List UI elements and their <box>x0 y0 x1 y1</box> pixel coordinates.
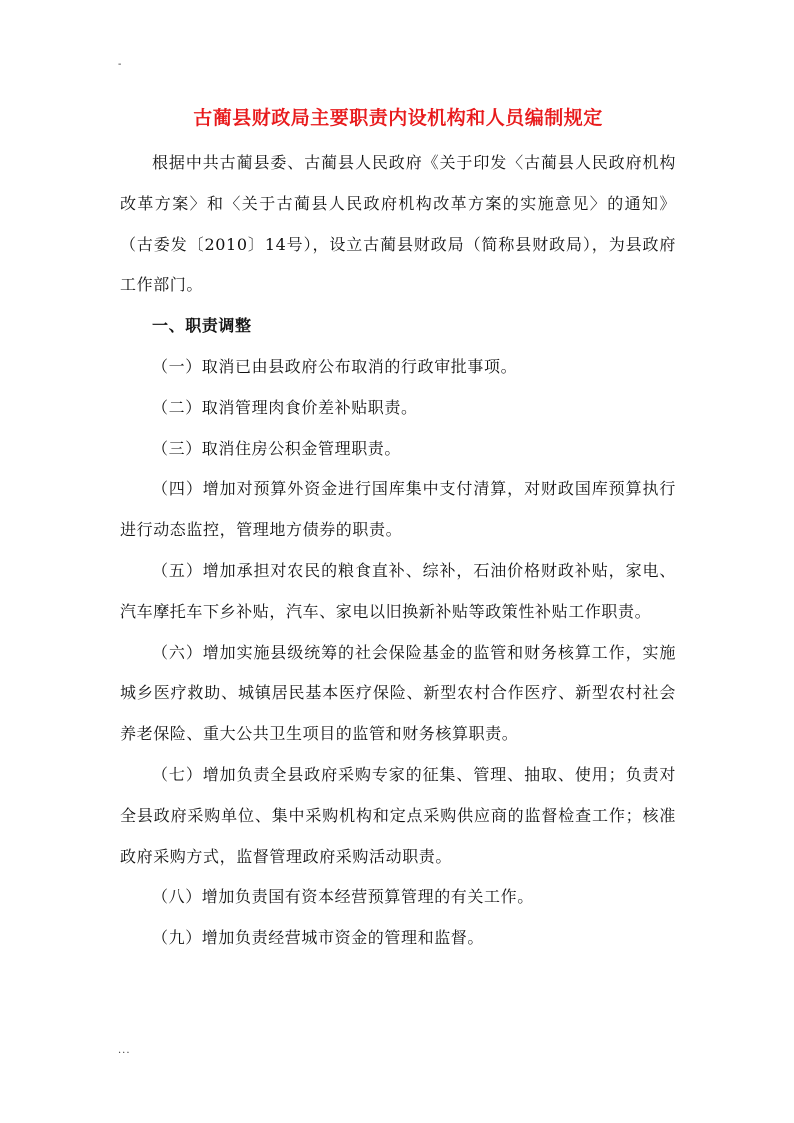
duty-item-6: （六）增加实施县级统筹的社会保险基金的监管和财务核算工作，实施城乡医疗救助、城镇居民基本医疗保险、新型农村合作医疗、新型农村社会养老保险、重大公共卫生项目的监管和财务核算职责。 <box>120 642 676 744</box>
document-title: 古蔺县财政局主要职责内设机构和人员编制规定 <box>193 107 603 129</box>
duty-item-2: （二）取消管理肉食价差补贴职责。 <box>152 397 418 417</box>
duty-item-3: （三）取消住房公积金管理职责。 <box>152 438 402 458</box>
duty-item-4: （四）增加对预算外资金进行国库集中支付清算，对财政国库预算执行进行动态监控，管理地方债券的职责。 <box>120 479 676 540</box>
duty-item-5: （五）增加承担对农民的粮食直补、综补，石油价格财政补贴，家电、汽车摩托车下乡补贴，汽车、家电以旧换新补贴等政策性补贴工作职责。 <box>120 560 676 621</box>
footer-mark: ... <box>118 1045 131 1056</box>
header-mark: - <box>118 59 122 70</box>
duty-item-9: （九）增加负责经营城市资金的管理和监督。 <box>152 928 485 948</box>
intro-paragraph: 根据中共古蔺县委、古蔺县人民政府《关于印发〈古蔺县人民政府机构改革方案〉和〈关于古蔺县人民政府机构改革方案的实施意见〉的通知》（古委发〔2010〕14号），设立古蔺县财政局（简称县财政局），为县政府工作部门。 <box>120 153 676 295</box>
duty-item-1: （一）取消已由县政府公布取消的行政审批事项。 <box>152 356 518 376</box>
duty-item-7: （七）增加负责全县政府采购专家的征集、管理、抽取、使用；负责对全县政府采购单位、集中采购机构和定点采购供应商的监督检查工作；核准政府采购方式，监督管理政府采购活动职责。 <box>120 764 676 866</box>
duty-item-8: （八）增加负责国有资本经营预算管理的有关工作。 <box>152 887 534 907</box>
document-body <box>120 100 676 959</box>
section-heading-duty-adjustment: 一、职责调整 <box>152 316 252 336</box>
